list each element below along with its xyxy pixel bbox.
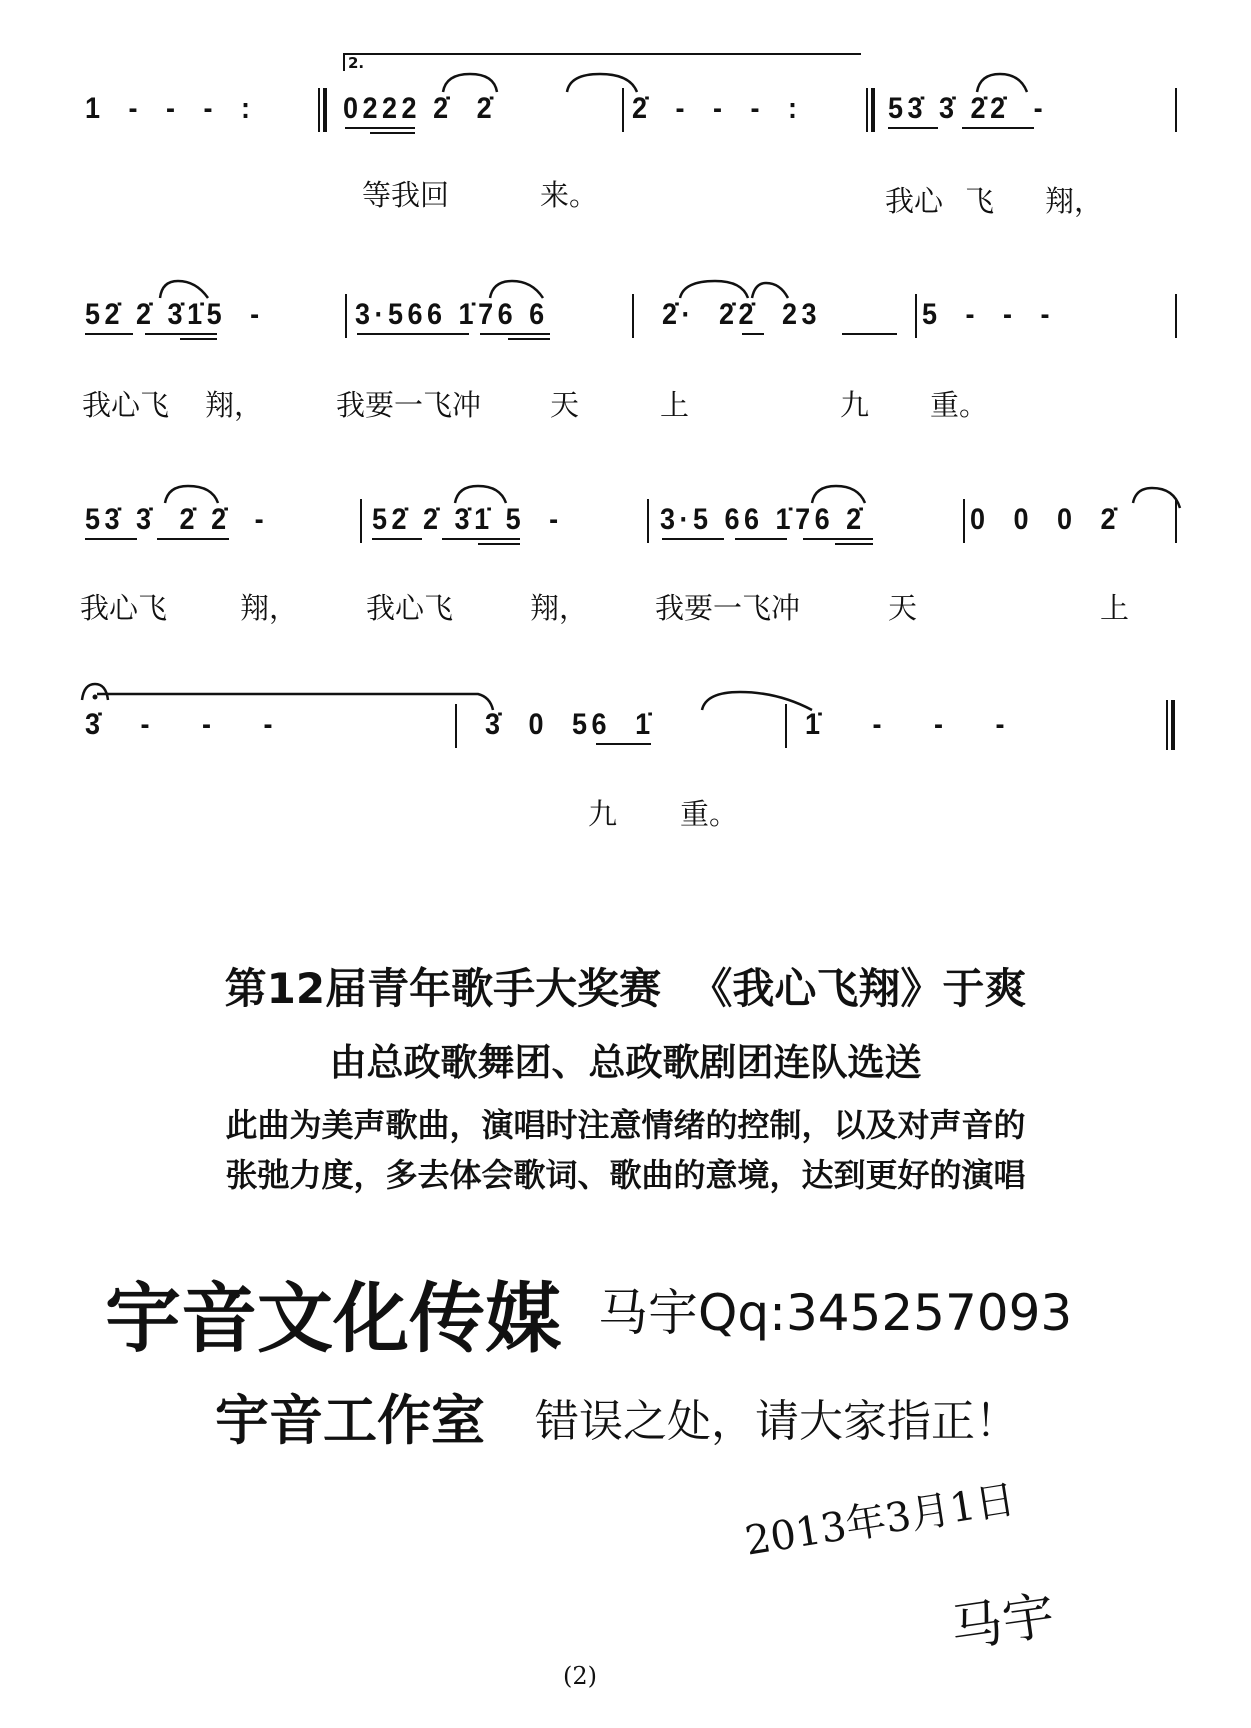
tie: [752, 283, 788, 298]
measure: 52̇ 2̇ 3̇1̇ 5 -: [372, 503, 563, 536]
lyric: 九: [588, 797, 618, 831]
measure: 3·5 66 1̇76 2̇: [660, 503, 866, 536]
lyric: 等我回: [362, 178, 450, 212]
lyric: 我要一飞冲: [655, 591, 801, 625]
lyric: 我要一飞冲: [336, 388, 482, 422]
lyric: 我心飞: [82, 388, 170, 422]
lyric: 来。: [540, 178, 599, 212]
measure: 52̇ 2̇ 3̇1̇5 -: [85, 298, 264, 331]
tie: [97, 694, 493, 710]
performance-note-1: 此曲为美声歌曲，演唱时注意情绪的控制，以及对声音的: [225, 1106, 1026, 1144]
lyric: 翔，: [1045, 184, 1104, 218]
tie: [567, 74, 637, 92]
tie: [680, 281, 748, 298]
measure: 3·566 1̇76 6: [355, 298, 549, 331]
brand-name: 宇音文化传媒: [105, 1274, 561, 1363]
subtitle: 由总政歌舞团、总政歌剧团连队选送: [329, 1041, 922, 1084]
measure: 2̇· 2̇2̇ 23: [662, 298, 822, 331]
lyric: 上: [660, 388, 690, 422]
lyric: 我心飞: [80, 591, 168, 625]
lyric: 重。: [680, 797, 739, 831]
measure: 1̇ - - -: [805, 708, 1010, 741]
measure: 2̇ - - - :: [632, 92, 802, 125]
tie: [490, 281, 543, 298]
measure: 53̇ 3̇ 2̇2̇ -: [888, 92, 1048, 125]
lyric: 九: [840, 388, 870, 422]
competition-title: 第12届青年歌手大奖赛 《我心飞翔》于爽: [224, 964, 1027, 1013]
lyric: 翔，: [240, 591, 299, 625]
tie: [165, 486, 218, 503]
contact-info: 马宇Qq:345257093: [598, 1284, 1073, 1342]
tie: [812, 486, 865, 503]
measure: 53̇ 3̇ 2̇ 2̇ -: [85, 503, 269, 536]
signature-name: 马宇: [947, 1586, 1059, 1660]
page-number: (2): [563, 1662, 597, 1690]
tie: [443, 74, 497, 92]
signature-date: 2013年3月1日: [741, 1476, 1019, 1565]
studio-note: 错误之处，请大家指正！: [535, 1396, 1019, 1447]
tie: [455, 486, 506, 503]
lyric: 天: [888, 591, 918, 625]
measure: 3̇ - - -: [85, 708, 278, 741]
performance-note-2: 张弛力度，多去体会歌词、歌曲的意境，达到更好的演唱: [225, 1156, 1026, 1194]
lyric: 翔，: [205, 388, 264, 422]
measure: 0 0 0 2̇: [970, 503, 1121, 536]
lyric: 重。: [930, 388, 989, 422]
studio-name: 宇音工作室: [215, 1389, 485, 1452]
tie: [1133, 488, 1180, 508]
lyric: 我心飞: [366, 591, 454, 625]
lyric: 我心: [885, 184, 944, 218]
measure: 0222 2̇ 2̇: [343, 92, 497, 125]
lyric: 上: [1100, 591, 1130, 625]
measure: 5 - - -: [922, 298, 1055, 331]
measure: 3̇ 0 56 1̇: [485, 708, 655, 741]
lyric: 天: [550, 388, 580, 422]
tie: [160, 281, 208, 298]
volta-label: 2.: [348, 54, 365, 72]
lyric: 飞: [965, 184, 995, 218]
tie: [702, 692, 812, 710]
lyric: 翔，: [530, 591, 589, 625]
tie: [977, 74, 1027, 92]
measure: 1 - - - :: [85, 92, 255, 125]
